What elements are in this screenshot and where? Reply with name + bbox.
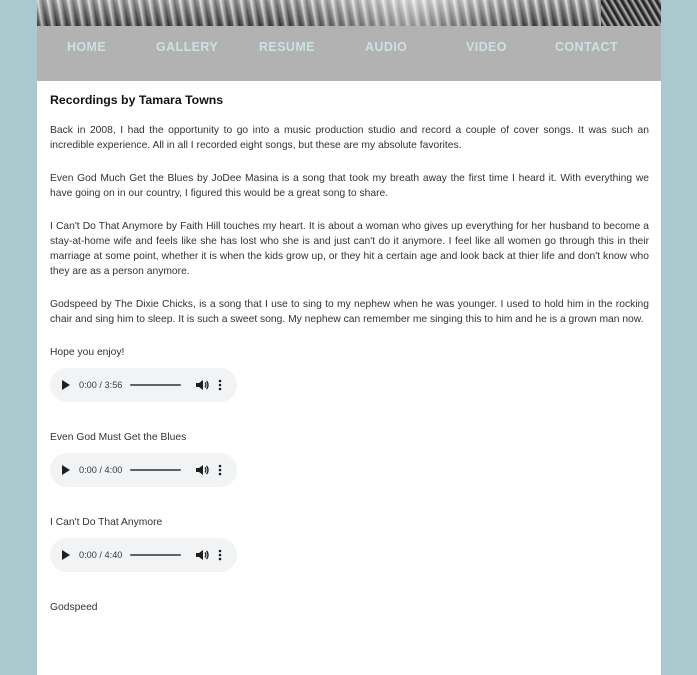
volume-icon[interactable] <box>195 463 209 477</box>
seek-bar[interactable] <box>130 554 181 556</box>
audio-player-3 <box>50 538 237 572</box>
nav-contact[interactable]: CONTACT <box>555 40 618 54</box>
more-options-icon[interactable] <box>216 548 224 562</box>
time-display: 0:00 / 3:56 <box>79 380 123 390</box>
nav-video[interactable]: VIDEO <box>466 40 507 54</box>
time-display: 0:00 / 4:40 <box>79 550 123 560</box>
paragraph-godspeed: Godspeed by The Dixie Chicks, is a song that I use to sing to my nephew when he was younger. I used to hold him in the rocking chair and sing him to sleep. It is such a sweet song. My nephew can remember me singing this to him and he is a grown man now. <box>50 299 649 325</box>
seek-bar[interactable] <box>130 469 181 471</box>
nav-gallery[interactable]: GALLERY <box>156 40 219 54</box>
main-content <box>50 92 649 623</box>
time-display: 0:00 / 4:00 <box>79 465 123 475</box>
paragraph-god-blues: Even God Much Get the Blues by JoDee Masina is a song that took my breath away the first time I heard it. With everything we have going on in our country, I figured this would be a great song to share. <box>50 173 649 199</box>
audio-player-1 <box>50 368 237 402</box>
nav-home[interactable]: HOME <box>67 40 107 54</box>
header-banner-image <box>37 0 661 26</box>
track-label-godspeed: Godspeed <box>50 602 98 613</box>
play-icon[interactable] <box>62 465 70 475</box>
volume-icon[interactable] <box>195 378 209 392</box>
paragraph-intro: Back in 2008, I had the opportunity to go into a music production studio and record a couple of cover songs. It was such an incredible experience. All in all I recorded eight songs, but these are my absolute favorites. <box>50 125 649 151</box>
seek-bar[interactable] <box>130 384 181 386</box>
nav-resume[interactable]: RESUME <box>259 40 315 54</box>
paragraph-cant-do: I Can't Do That Anymore by Faith Hill touches my heart. It is about a woman who gives up everything for her husband to become a stay-at-home wife and feels like she has lost who she is and just can't do it anymore. I feel like all women go through this in their marriage at some point, whether it is when the kids grow up, or they hit a certain age and look back at thier life and don't know who they are as a person anymore. <box>50 221 649 277</box>
nav-audio[interactable]: AUDIO <box>365 40 408 54</box>
track-label-cant-do-that-anymore: I Can't Do That Anymore <box>50 517 163 528</box>
more-options-icon[interactable] <box>216 463 224 477</box>
page-container <box>37 0 661 675</box>
play-icon[interactable] <box>62 380 70 390</box>
more-options-icon[interactable] <box>216 378 224 392</box>
main-navigation <box>37 26 661 81</box>
volume-icon[interactable] <box>195 548 209 562</box>
hope-you-enjoy-label: Hope you enjoy! <box>50 347 125 358</box>
audio-player-2 <box>50 453 237 487</box>
page-title: Recordings by Tamara Towns <box>50 93 224 107</box>
play-icon[interactable] <box>62 550 70 560</box>
track-label-god-must-get-the-blues: Even God Must Get the Blues <box>50 432 187 443</box>
